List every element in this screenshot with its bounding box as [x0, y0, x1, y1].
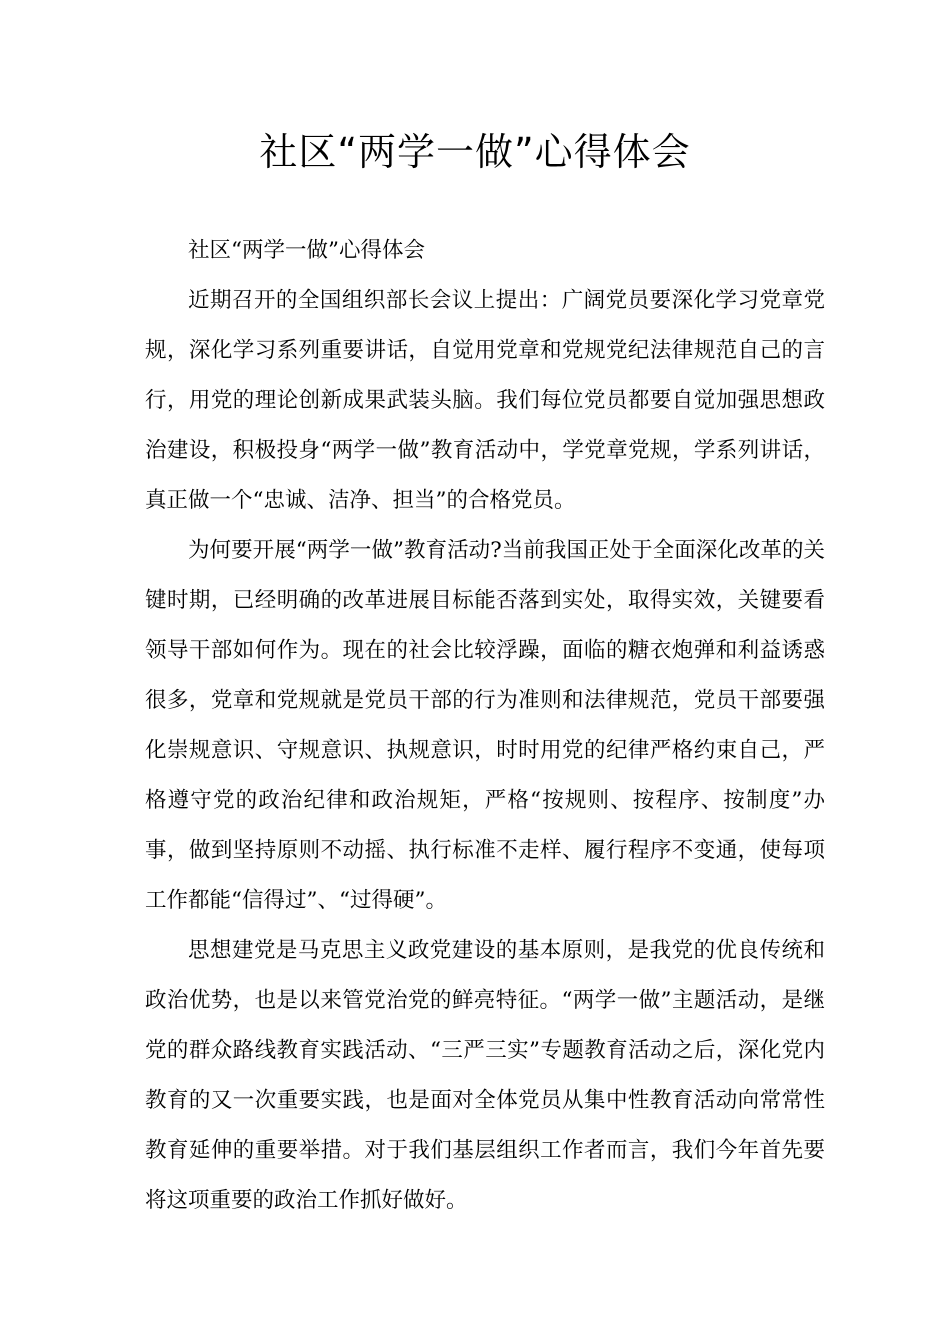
paragraph-subtitle: 社区“两学一做”心得体会: [188, 238, 425, 263]
paragraph-1: 近期召开的全国组织部长会议上提出：广阔党员要深化学习党章党规，深化学习系列重要讲话，自觉用党章和党规党纪法律规范自己的言行，用党的理论创新成果武装头脑。我们每位党员都要自觉加强思想政治建设，积极投身“两学一做”教育活动中，学党章党规，学系列讲话，真正做一个“忠诚、洁净、担当”的合格党员。: [145, 288, 825, 513]
paragraph-3: 思想建党是马克思主义政党建设的基本原则，是我党的优良传统和政治优势，也是以来管党治党的鲜亮特征。“两学一做”主题活动，是继党的群众路线教育实践活动、“三严三实”专题教育活动之后，深化党内教育的又一次重要实践，也是面对全体党员从集中性教育活动向常常性教育延伸的重要举措。对于我们基层组织工作者而言，我们今年首先要将这项重要的政治工作抓好做好。: [145, 938, 825, 1213]
document-title: 社区“两学一做”心得体会: [259, 130, 691, 174]
document-body: [145, 226, 825, 1226]
paragraph-2: 为何要开展“两学一做”教育活动?当前我国正处于全面深化改革的关键时期，已经明确的改革进展目标能否落到实处，取得实效，关键要看领导干部如何作为。现在的社会比较浮躁，面临的糖衣炮弹和利益诱惑很多，党章和党规就是党员干部的行为准则和法律规范，党员干部要强化崇规意识、守规意识、执规意识，时时用党的纪律严格约束自己，严格遵守党的政治纪律和政治规矩，严格“按规则、按程序、按制度”办事，做到坚持原则不动摇、执行标准不走样、履行程序不变通，使每项工作都能“信得过”、“过得硬”。: [145, 538, 825, 913]
